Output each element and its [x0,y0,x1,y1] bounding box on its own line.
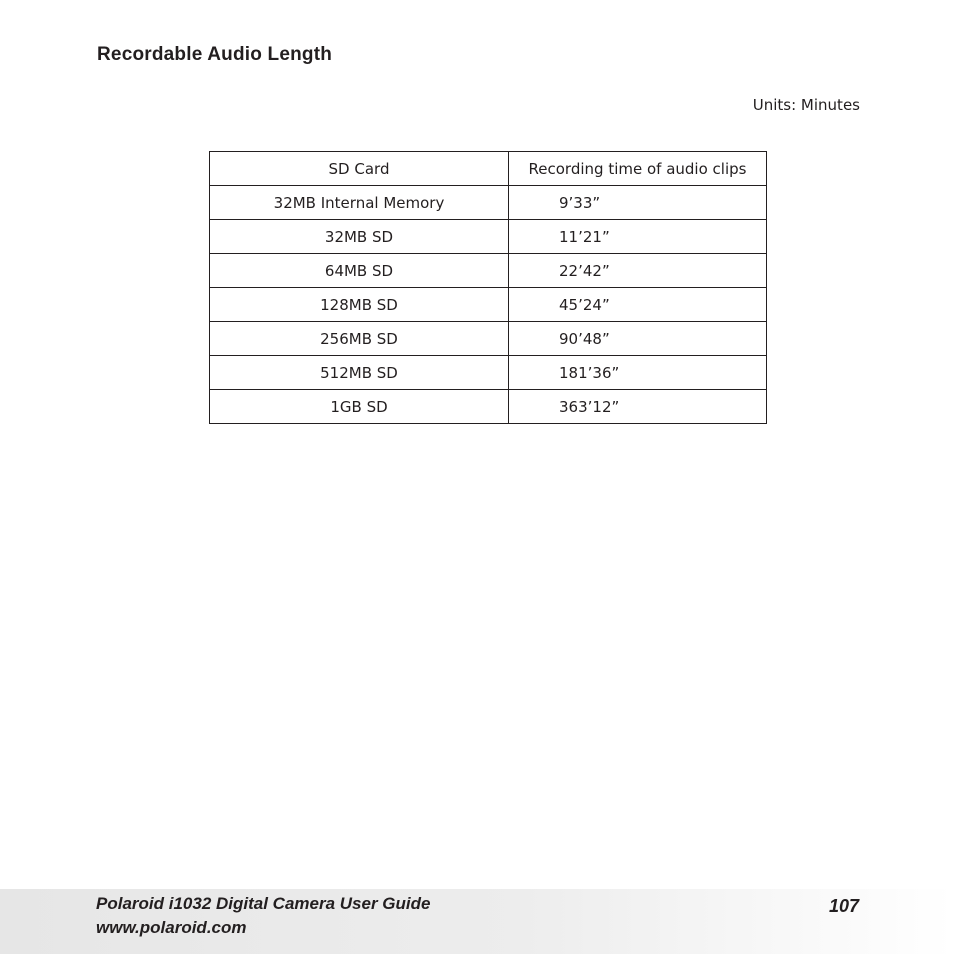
cell-card: 32MB SD [210,220,509,254]
cell-card: 1GB SD [210,390,509,424]
cell-time: 11’21” [509,220,767,254]
cell-card: 32MB Internal Memory [210,186,509,220]
table-row [210,254,767,288]
cell-time: 363’12” [509,390,767,424]
cell-time: 9’33” [509,186,767,220]
cell-time: 181’36” [509,356,767,390]
page-number: 107 [828,896,859,916]
header-recording-time: Recording time of audio clips [509,152,767,186]
table-row [210,390,767,424]
cell-time: 45’24” [509,288,767,322]
audio-length-table [209,151,767,424]
table-row [210,322,767,356]
header-sd-card: SD Card [210,152,509,186]
table-header-row [210,152,767,186]
units-label: Units: Minutes [752,96,860,114]
page-footer [0,889,954,954]
cell-time: 90’48” [509,322,767,356]
footer-url: www.polaroid.com [96,918,247,937]
footer-guide-title: Polaroid i1032 Digital Camera User Guide [96,894,431,913]
table-row [210,186,767,220]
cell-card: 256MB SD [210,322,509,356]
cell-time: 22’42” [509,254,767,288]
page-title: Recordable Audio Length [97,44,333,65]
table-row [210,288,767,322]
cell-card: 512MB SD [210,356,509,390]
table-row [210,220,767,254]
cell-card: 128MB SD [210,288,509,322]
table-row [210,356,767,390]
cell-card: 64MB SD [210,254,509,288]
